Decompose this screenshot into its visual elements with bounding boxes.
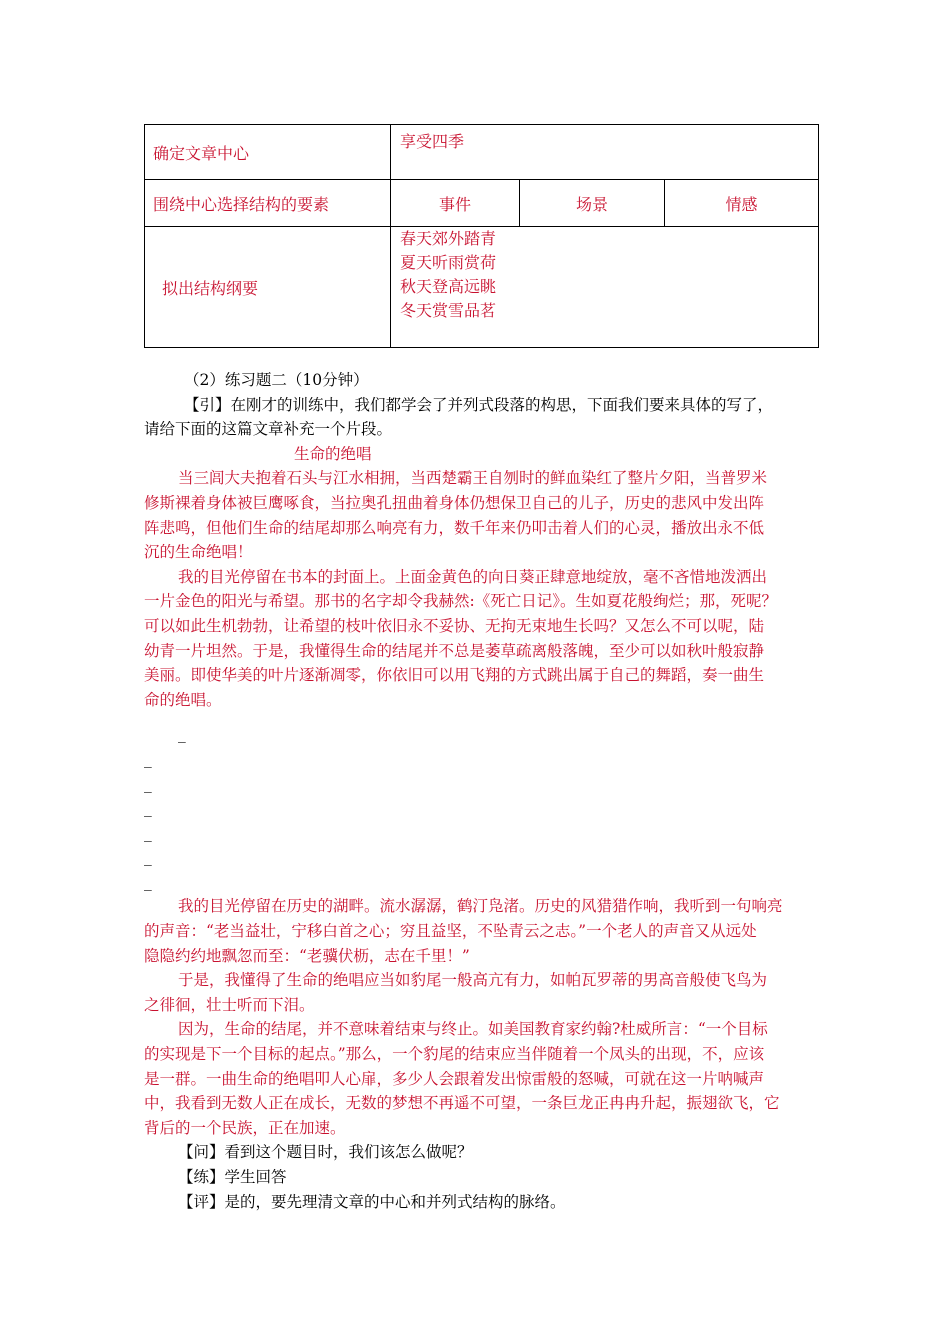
list-item: 冬天赏雪品茗 — [400, 301, 497, 320]
paragraph-line: 隐隐约约地飘忽而至：“老骥伏枥，志在千里！” — [144, 946, 470, 965]
outline-label: 拟出结构纲要 — [145, 227, 391, 348]
paragraph-line: 我的目光停留在历史的湖畔。流水潺潺，鹤汀凫渚。历史的风猎猎作响，我听到一句响亮 — [178, 897, 783, 916]
col-emotion: 情感 — [665, 180, 819, 227]
essay-paragraph-5 — [144, 1017, 812, 1140]
outline-cell — [391, 227, 819, 348]
paragraph-line: 可以如此生机勃勃，让希望的枝叶依旧永不妥协、无拘无束地生长吗？又怎么不可以呢，陆 — [144, 616, 765, 635]
center-label: 确定文章中心 — [145, 125, 391, 180]
essay-paragraph-4 — [144, 968, 812, 1017]
paragraph-line: 是一群。一曲生命的绝唱叩人心扉，多少人会跟着发出惊雷般的怒喊，可就在这一片呐喊声 — [144, 1069, 765, 1088]
paragraph-line: 背后的一个民族，正在加速。 — [144, 1118, 346, 1137]
qa-practice: 【练】学生回答 — [178, 1168, 287, 1186]
intro-line: 请给下面的这篇文章补充一个片段。 — [144, 420, 393, 439]
paragraph-line: 一片金色的阳光与希望。那书的名字却令我赫然:《死亡日记》。生如夏花般绚烂；那，死呢？ — [144, 592, 777, 611]
exercise-heading: （2）练习题二（10分钟） — [184, 371, 369, 389]
col-event: 事件 — [391, 180, 520, 227]
blank-line: _ — [144, 848, 152, 867]
qa-ask: 【问】看到这个题目时，我们该怎么做呢？ — [178, 1143, 473, 1162]
paragraph-line: 美丽。即使华美的叶片逐渐凋零，你依旧可以用飞翔的方式跳出属于自己的舞蹈，奏一曲生 — [144, 666, 765, 685]
essay-paragraph-2 — [144, 565, 812, 713]
paragraph-line: 之徘徊，壮士听而下泪。 — [144, 995, 315, 1014]
list-item: 夏天听雨赏荷 — [400, 253, 497, 272]
outline-list — [391, 227, 818, 323]
paragraph-line: 中，我看到无数人正在成长，无数的梦想不再遥不可望，一条巨龙正冉冉升起，振翅欲飞，它 — [144, 1094, 780, 1113]
document-body — [144, 368, 812, 1214]
paragraph-line: 因为，生命的结尾，并不意味着结束与终止。如美国教育家约翰?杜威所言：“一个目标 — [178, 1020, 768, 1039]
blank-area — [144, 722, 812, 894]
paragraph-line: 的声音：“老当益壮，宁移白首之心；穷且益坚，不坠青云之志。”一个老人的声音又从远处 — [144, 922, 757, 941]
blank-line: _ — [178, 725, 186, 744]
intro-line: 【引】在刚才的训练中，我们都学会了并列式段落的构思，下面我们要来具体的写了， — [184, 395, 774, 414]
paragraph-line: 沉的生命绝唱！ — [144, 543, 253, 562]
blank-line: _ — [144, 823, 152, 842]
paragraph-line: 命的绝唱。 — [144, 690, 222, 709]
blank-line: _ — [144, 749, 152, 768]
col-scene: 场景 — [520, 180, 665, 227]
paragraph-line: 阵悲鸣，但他们生命的结尾却那么响亮有力，数千年来仍叩击着人们的心灵，播放出永不低 — [144, 518, 765, 537]
blank-line: _ — [144, 799, 152, 818]
blank-line: _ — [144, 774, 152, 793]
list-item: 春天郊外踏青 — [400, 229, 497, 248]
table-row — [145, 227, 819, 348]
paragraph-line: 当三闾大夫抱着石头与江水相拥，当西楚霸王自刎时的鲜血染红了整片夕阳，当普罗米 — [178, 469, 768, 488]
plan-table — [144, 124, 819, 348]
table-row — [145, 125, 819, 180]
paragraph-line: 的实现是下一个目标的起点。”那么，一个豹尾的结束应当伴随着一个凤头的出现，不，应该 — [144, 1045, 765, 1064]
qa-review: 【评】是的，要先理清文章的中心和并列式结构的脉络。 — [178, 1192, 566, 1211]
list-item: 秋天登高远眺 — [400, 277, 497, 296]
center-value: 享受四季 — [391, 125, 819, 180]
paragraph-line: 于是，我懂得了生命的绝唱应当如豹尾一般高亢有力，如帕瓦罗蒂的男高音般使飞鸟为 — [178, 971, 768, 990]
essay-paragraph-1 — [144, 466, 812, 564]
blank-line: _ — [144, 872, 152, 891]
elements-label: 围绕中心选择结构的要素 — [145, 180, 391, 227]
table-row — [145, 180, 819, 227]
paragraph-line: 幼青一片坦然。于是，我懂得生命的结尾并不总是萎草疏离般落魄，至少可以如秋叶般寂静 — [144, 641, 765, 660]
essay-paragraph-3 — [144, 894, 812, 968]
paragraph-line: 修斯裸着身体被巨鹰啄食，当拉奥孔扭曲着身体仍想保卫自己的儿子，历史的悲风中发出阵 — [144, 493, 765, 512]
paragraph-line: 我的目光停留在书本的封面上。上面金黄色的向日葵正肆意地绽放，毫不吝惜地泼洒出 — [178, 567, 768, 586]
essay-title: 生命的绝唱 — [294, 444, 372, 463]
